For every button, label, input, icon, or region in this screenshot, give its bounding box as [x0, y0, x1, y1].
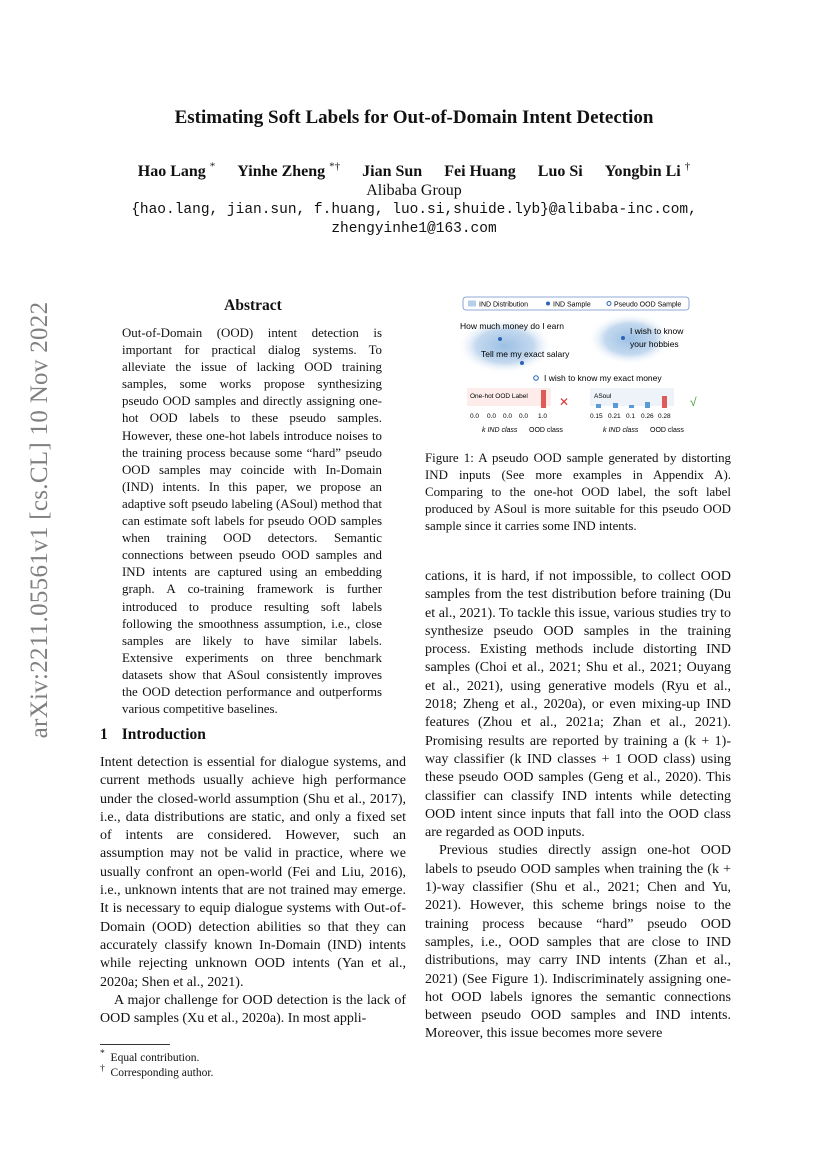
onehot-ood-bar — [541, 390, 546, 408]
ind-distribution-swatch — [468, 301, 476, 307]
bar-value: 1.0 — [538, 413, 548, 420]
axis-label: k IND class — [603, 427, 639, 434]
author: Yinhe Zheng *† — [237, 161, 341, 181]
sample-text: your hobbies — [630, 339, 679, 349]
email-line-2: zhengyinhe1@163.com — [331, 221, 497, 237]
sample-text: How much money do I earn — [460, 321, 564, 331]
paper-title: Estimating Soft Labels for Out-of-Domain Intent Detection — [174, 107, 654, 128]
pseudo-ood-swatch — [607, 302, 611, 306]
bar-value: 0.28 — [658, 413, 671, 420]
legend-label: Pseudo OOD Sample — [614, 301, 682, 309]
asoul-bar — [613, 403, 618, 408]
bar-value: 0.0 — [487, 413, 497, 420]
pseudo-sample-text: I wish to know my exact money — [544, 373, 662, 383]
footnote: † Corresponding author. — [100, 1063, 214, 1079]
asoul-title: ASoul — [594, 393, 612, 400]
abstract-body: Out-of-Domain (OOD) intent detection is important for practical dialog systems. To alleviate the issue of lacking OOD training samples, some works propose synthesizing pseudo OOD samples and directly assigning one-hot OOD labels to these pseudo samples. However, these one-hot labels introduce noises to the training process because some “hard” pseudo OOD samples may coincide with In-Domain (IND) intents. In this paper, we propose an adaptive soft pseudo labeling (ASoul) method that can estimate soft labels for pseudo OOD samples when training OOD detectors. Semantic connections between pseudo OOD samples and IND intents are captured using an embedding graph. A co-training framework is further introduced to produce resulting soft labels following the smoothness assumption, i.e., close samples are likely to have similar labels. Extensive experiments on three benchmark datasets show that ASoul consistently improves the OOD detection performance and outperforms various competitive baselines. — [122, 326, 382, 717]
sample-text: Tell me my exact salary — [481, 349, 570, 359]
asoul-bar — [629, 405, 634, 408]
author: Jian Sun — [362, 163, 423, 181]
ind-sample-dot — [520, 361, 524, 365]
ind-sample-dot — [498, 337, 502, 341]
check-mark: √ — [690, 395, 697, 409]
abstract-heading: Abstract — [224, 297, 282, 314]
author: Hao Lang * — [137, 161, 216, 181]
author: Fei Huang — [444, 163, 516, 181]
axis-label: k IND class — [482, 427, 518, 434]
paragraph: Previous studies directly assign one-hot OOD labels to pseudo OOD samples when training the (k + 1)-way classifier (Shu et al., 2021; Chen and Yu, 2021). However, this scheme brings noise to the training process because “hard” pseudo OOD samples, i.e., OOD samples that are close to IND distributions, may carry IND intents (Zhan et al., 2021) (See Figure 1). Indiscriminately assigning one-hot OOD labels ignores the semantic connections between pseudo OOD samples and IND intents. Moreover, this issue becomes more severe — [425, 843, 731, 1042]
axis-label: OOD class — [650, 427, 684, 434]
bar-value: 0.26 — [641, 413, 654, 420]
bar-value: 0.0 — [519, 413, 529, 420]
author: Yongbin Li † — [604, 161, 691, 181]
onehot-title: One-hot OOD Label — [470, 393, 528, 400]
author: Luo Si — [537, 163, 583, 181]
right-column-body — [425, 568, 731, 1044]
legend-label: IND Sample — [553, 301, 591, 309]
figure-1-graphic — [455, 294, 705, 439]
bar-value: 0.0 — [470, 413, 480, 420]
sample-text: I wish to know — [630, 326, 684, 336]
bar-value: 0.21 — [608, 413, 621, 420]
asoul-ood-bar — [662, 396, 667, 408]
footnote: * Equal contribution. — [100, 1048, 200, 1064]
asoul-bar — [596, 404, 601, 408]
paragraph: A major challenge for OOD detection is the lack of OOD samples (Xu et al., 2020a). In most appli- — [100, 992, 406, 1027]
asoul-bar — [645, 402, 650, 408]
bar-value: 0.15 — [590, 413, 603, 420]
figure-caption: Figure 1: A pseudo OOD sample generated by distorting IND inputs (See more examples in Appendix A). Comparing to the one-hot OOD label, the soft label produced by ASoul is more suitable for this pseudo OOD sample since it carries some IND intents. — [425, 451, 731, 534]
arxiv-identifier: arXiv:2211.05561v1 [cs.CL] 10 Nov 2022 — [26, 301, 53, 739]
bar-value: 0.0 — [503, 413, 513, 420]
ind-sample-dot — [621, 336, 625, 340]
bar-value: 0.1 — [626, 413, 636, 420]
affiliation: Alibaba Group — [366, 182, 462, 199]
paragraph: Intent detection is essential for dialogue systems, and current methods usually achieve high performance under the closed-world assumption (Shu et al., 2017), i.e., data distributions are static, and only a fixed set of intents are considered. However, such an assumption may not be valid in practice, where we usually confront an open-world (Fei and Liu, 2016), i.e., unknown intents that are not trained may emerge. It is necessary to equip dialogue systems with Out-of-Domain (OOD) detection abilities so that they can accurately classify known In-Domain (IND) intents while rejecting unknown OOD intents (Yan et al., 2020a; Shen et al., 2021). — [100, 755, 406, 990]
author-list — [0, 161, 828, 181]
email-line-1: {hao.lang, jian.sun, f.huang, luo.si,shuide.lyb}@alibaba-inc.com, — [131, 202, 697, 218]
ind-sample-swatch — [546, 302, 550, 306]
legend-label: IND Distribution — [479, 301, 529, 309]
section-heading: 1 Introduction — [100, 726, 206, 743]
cross-mark: ✕ — [559, 395, 570, 409]
paragraph: cations, it is hard, if not impossible, to collect OOD samples from the test distribution before training (Du et al., 2021). To tackle this issue, various studies try to synthesize pseudo OOD samples in the training process. Existing methods include distorting IND samples (Choi et al., 2021; Shu et al., 2021; Ouyang et al., 2021), using generative models (Ryu et al., 2018; Zheng et al., 2020a), or even mixing-up IND features (Zhou et al., 2021a; Zhan et al., 2021). Promising results are reported by training a (k + 1)-way classifier (k IND classes + 1 OOD class) using these pseudo OOD samples (Geng et al., 2020). This classifier can classify IND intents while detecting OOD intent since inputs that fall into the OOD class are regarded as OOD inputs. — [425, 569, 731, 841]
footnote-rule — [100, 1044, 170, 1045]
pseudo-ood-dot — [534, 376, 539, 381]
axis-label: OOD class — [529, 427, 563, 434]
left-column-body — [100, 754, 406, 1028]
figure-1 — [455, 294, 705, 439]
